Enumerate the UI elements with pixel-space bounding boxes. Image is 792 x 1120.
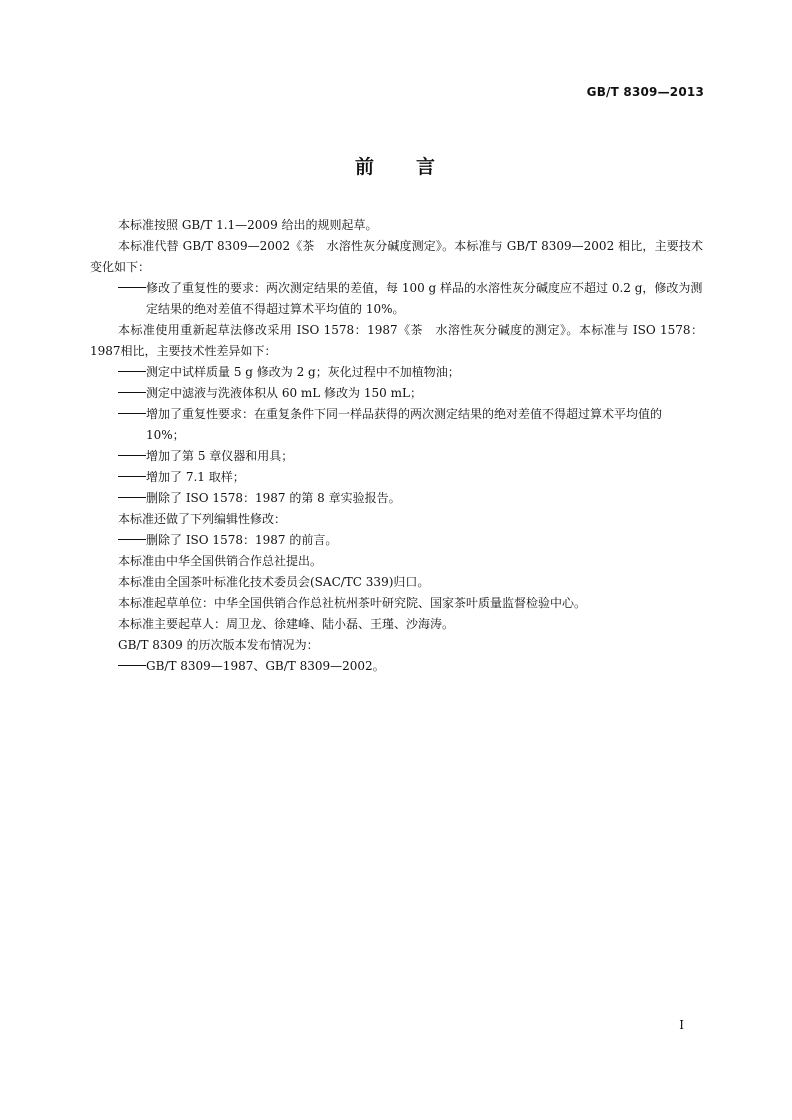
list-item: [90, 656, 703, 677]
title-char-1: 前: [354, 156, 376, 178]
dash-mark: [118, 497, 146, 498]
list-item: [90, 278, 703, 320]
page-title: [0, 152, 792, 179]
paragraph-editorial-changes: 本标准还做了下列编辑性修改：: [118, 512, 287, 526]
paragraph-administered-by: 本标准由全国茶叶标准化技术委员会(SAC/TC 339)归口。: [118, 575, 430, 589]
paragraph-drafting-rules: 本标准按照 GB/T 1.1—2009 给出的规则起草。: [118, 218, 378, 232]
list-item-text: 增加了第 5 章仪器和用具；: [146, 449, 294, 463]
list-item: [90, 404, 703, 446]
list-item-text: 删除了 ISO 1578：1987 的第 8 章实验报告。: [146, 491, 401, 505]
list-item-text: 增加了重复性要求：在重复条件下同一样品获得的两次测定结果的绝对差值不得超过算术平均值的 10%；: [146, 407, 663, 442]
title-char-2: 言: [416, 156, 438, 178]
list-item: [90, 383, 703, 404]
dash-mark: [118, 665, 146, 666]
page-number: I: [679, 1018, 684, 1032]
list-item: [90, 362, 703, 383]
list-item-text: GB/T 8309—1987、GB/T 8309—2002。: [146, 659, 385, 673]
list-item-text: 测定中滤液与洗液体积从 60 mL 修改为 150 mL；: [146, 386, 422, 400]
paragraph-proposed-by: 本标准由中华全国供销合作总社提出。: [118, 554, 323, 568]
paragraph-drafters: 本标准主要起草人：周卫龙、徐建峰、陆小磊、王瑾、沙海涛。: [118, 617, 455, 631]
dash-mark: [118, 371, 146, 372]
dash-mark: [118, 392, 146, 393]
dash-mark: [118, 539, 146, 540]
dash-mark: [118, 287, 146, 288]
paragraph-iso-adoption: 本标准使用重新起草法修改采用 ISO 1578：1987《茶 水溶性灰分碱度的测定》。本标准与 ISO 1578：1987相比，主要技术性差异如下：: [90, 323, 703, 358]
standard-code: GB/T 8309—2013: [586, 85, 704, 99]
list-item-text: 修改了重复性的要求：两次测定结果的差值，每 100 g 样品的水溶性灰分碱度应不超过 0.2 g，修改为测定结果的绝对差值不得超过算术平均值的 10%。: [146, 281, 703, 316]
paragraph-drafting-units: 本标准起草单位：中华全国供销合作总社杭州茶叶研究院、国家茶叶质量监督检验中心。: [118, 596, 587, 610]
foreword-body: [90, 215, 703, 677]
dash-mark: [118, 413, 146, 414]
list-item-text: 测定中试样质量 5 g 修改为 2 g；灰化过程中不加植物油；: [146, 365, 460, 379]
list-item: [90, 446, 703, 467]
dash-mark: [118, 455, 146, 456]
list-item-text: 删除了 ISO 1578：1987 的前言。: [146, 533, 338, 547]
dash-mark: [118, 476, 146, 477]
paragraph-version-history: GB/T 8309 的历次版本发布情况为：: [118, 638, 319, 652]
paragraph-replacement: 本标准代替 GB/T 8309—2002《茶 水溶性灰分碱度测定》。本标准与 GB/T 8309—2002 相比，主要技术变化如下：: [90, 239, 703, 274]
list-item: [90, 488, 703, 509]
list-item: [90, 530, 703, 551]
list-item-text: 增加了 7.1 取样；: [146, 470, 245, 484]
list-item: [90, 467, 703, 488]
